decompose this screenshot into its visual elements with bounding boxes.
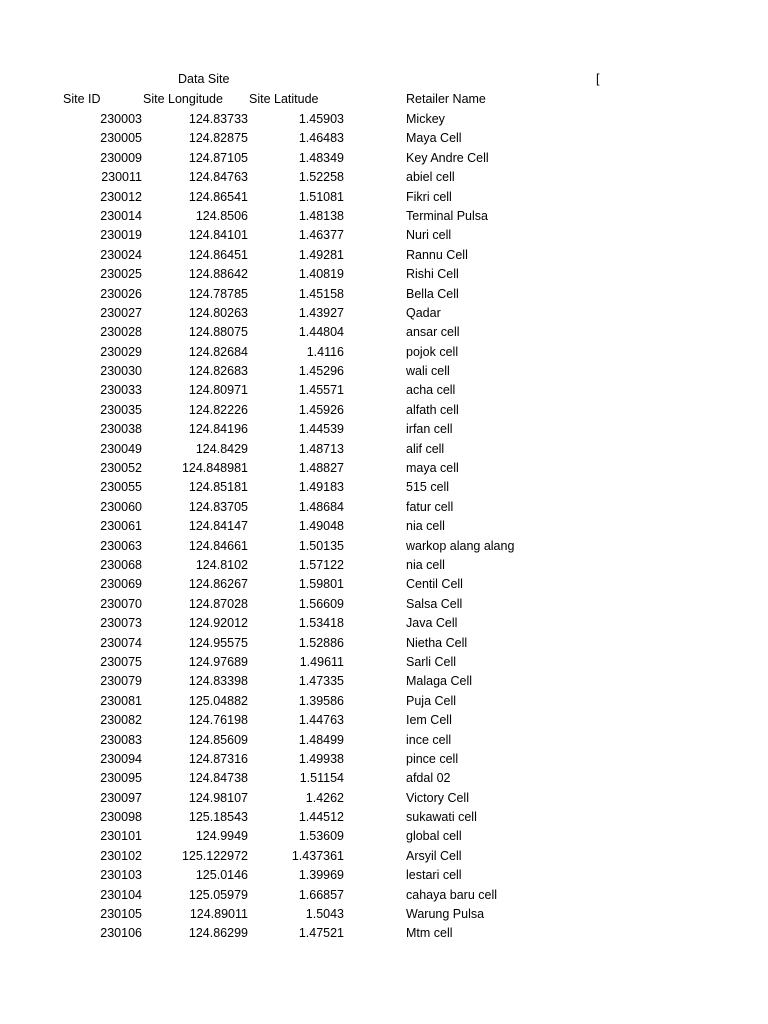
- table-row: [0, 769, 768, 788]
- table-row: [0, 575, 768, 594]
- table-row: [0, 285, 768, 304]
- site-longitude-cell: 124.82684: [188, 344, 248, 359]
- table-row: [0, 188, 768, 207]
- retailer-name-cell: Qadar: [406, 305, 441, 320]
- site-longitude-cell: 124.8102: [195, 557, 248, 572]
- site-longitude-cell: 124.83705: [188, 499, 248, 514]
- site-latitude-cell: 1.4262: [305, 790, 344, 805]
- table-row: [0, 924, 768, 943]
- table-row: [0, 478, 768, 497]
- site-id-cell: 230061: [100, 519, 142, 534]
- retailer-name-cell: Key Andre Cell: [406, 150, 489, 165]
- retailer-name-cell: ansar cell: [406, 325, 460, 340]
- header-site-id: Site ID: [63, 92, 101, 106]
- site-longitude-cell: 124.89011: [189, 907, 248, 922]
- table-row: [0, 711, 768, 730]
- site-latitude-cell: 1.44763: [298, 713, 344, 728]
- site-id-cell: 230097: [100, 790, 142, 805]
- site-latitude-cell: 1.40819: [298, 267, 344, 282]
- site-longitude-cell: 125.04882: [188, 693, 248, 708]
- retailer-name-cell: Nietha Cell: [406, 635, 468, 650]
- retailer-name-cell: pojok cell: [406, 344, 459, 359]
- site-latitude-cell: 1.44539: [298, 422, 344, 437]
- table-row: [0, 595, 768, 614]
- site-latitude-cell: 1.39969: [298, 868, 344, 883]
- site-longitude-cell: 125.0146: [195, 868, 248, 883]
- table-row: [0, 886, 768, 905]
- retailer-name-cell: Puja Cell: [406, 693, 457, 708]
- header-site-longitude: Site Longitude: [143, 92, 223, 106]
- table-row: [0, 614, 768, 633]
- retailer-name-cell: fatur cell: [406, 499, 454, 514]
- site-latitude-cell: 1.49611: [299, 654, 344, 669]
- site-latitude-cell: 1.46377: [298, 228, 344, 243]
- retailer-name-cell: Arsyil Cell: [406, 848, 462, 863]
- site-id-cell: 230083: [100, 732, 142, 747]
- site-longitude-cell: 124.848981: [181, 461, 248, 476]
- table-row: [0, 750, 768, 769]
- site-latitude-cell: 1.49938: [298, 751, 344, 766]
- site-id-cell: 230035: [100, 402, 142, 417]
- table-row: [0, 692, 768, 711]
- table-row: [0, 634, 768, 653]
- retailer-name-cell: Warung Pulsa: [406, 907, 485, 922]
- site-longitude-cell: 125.18543: [188, 810, 248, 825]
- retailer-name-cell: Rishi Cell: [406, 267, 459, 282]
- site-id-cell: 230095: [100, 771, 142, 786]
- retailer-name-cell: global cell: [406, 829, 462, 844]
- site-id-cell: 230103: [100, 868, 142, 883]
- site-latitude-cell: 1.59801: [298, 577, 344, 592]
- site-id-cell: 230101: [100, 829, 142, 844]
- site-id-cell: 230073: [100, 616, 142, 631]
- retailer-name-cell: Victory Cell: [406, 790, 469, 805]
- site-longitude-cell: 124.92012: [188, 616, 248, 631]
- table-row: [0, 343, 768, 362]
- retailer-name-cell: 515 cell: [406, 480, 450, 495]
- site-latitude-cell: 1.47521: [298, 926, 344, 941]
- table-row: [0, 866, 768, 885]
- table-row: [0, 381, 768, 400]
- site-id-cell: 230014: [100, 208, 142, 223]
- site-id-cell: 230052: [100, 461, 142, 476]
- site-latitude-cell: 1.39586: [298, 693, 344, 708]
- table-row: [0, 440, 768, 459]
- site-latitude-cell: 1.49183: [298, 480, 344, 495]
- site-latitude-cell: 1.53418: [298, 616, 344, 631]
- site-id-cell: 230070: [100, 596, 142, 611]
- site-longitude-cell: 124.82683: [188, 364, 248, 379]
- site-latitude-cell: 1.66857: [298, 887, 344, 902]
- truncated-column-mark: [: [596, 72, 600, 86]
- site-id-cell: 230074: [100, 635, 142, 650]
- retailer-name-cell: Terminal Pulsa: [406, 208, 488, 223]
- retailer-name-cell: Fikri cell: [406, 189, 452, 204]
- table-row: [0, 362, 768, 381]
- site-longitude-cell: 124.84147: [188, 519, 248, 534]
- site-id-cell: 230012: [100, 189, 142, 204]
- site-id-cell: 230069: [100, 577, 142, 592]
- table-row: [0, 149, 768, 168]
- site-latitude-cell: 1.48138: [298, 208, 344, 223]
- site-longitude-cell: 124.82226: [188, 402, 248, 417]
- site-id-cell: 230011: [101, 170, 142, 185]
- site-longitude-cell: 124.80971: [188, 383, 248, 398]
- site-latitude-cell: 1.48713: [298, 441, 344, 456]
- site-id-cell: 230025: [100, 267, 142, 282]
- header-retailer-name: Retailer Name: [406, 92, 486, 106]
- site-longitude-cell: 124.82875: [188, 131, 248, 146]
- site-id-cell: 230081: [100, 693, 142, 708]
- site-latitude-cell: 1.48827: [298, 461, 344, 476]
- site-id-cell: 230082: [100, 713, 142, 728]
- site-latitude-cell: 1.437361: [291, 848, 344, 863]
- site-longitude-cell: 124.84196: [188, 422, 248, 437]
- site-longitude-cell: 124.85181: [188, 480, 248, 495]
- retailer-name-cell: pince cell: [406, 751, 459, 766]
- table-row: [0, 556, 768, 575]
- site-id-cell: 230026: [100, 286, 142, 301]
- site-latitude-cell: 1.50135: [298, 538, 344, 553]
- table-row: [0, 226, 768, 245]
- site-id-cell: 230098: [100, 810, 142, 825]
- site-longitude-cell: 124.98107: [188, 790, 248, 805]
- table-row: [0, 246, 768, 265]
- table-row: [0, 517, 768, 536]
- site-latitude-cell: 1.48349: [298, 150, 344, 165]
- site-id-cell: 230094: [100, 751, 142, 766]
- table-row: [0, 808, 768, 827]
- site-longitude-cell: 124.84661: [188, 538, 248, 553]
- sheet-title: Data Site: [178, 72, 230, 86]
- site-id-cell: 230003: [100, 112, 142, 126]
- site-latitude-cell: 1.5043: [305, 907, 344, 922]
- retailer-name-cell: Java Cell: [406, 616, 458, 631]
- retailer-name-cell: Iem Cell: [406, 713, 452, 728]
- retailer-name-cell: nia cell: [406, 519, 445, 534]
- site-latitude-cell: 1.51081: [298, 189, 344, 204]
- site-id-cell: 230060: [100, 499, 142, 514]
- table-row: [0, 827, 768, 846]
- retailer-name-cell: wali cell: [406, 364, 450, 379]
- table-row: [0, 789, 768, 808]
- table-row: [0, 847, 768, 866]
- site-latitude-cell: 1.52886: [298, 635, 344, 650]
- site-latitude-cell: 1.56609: [298, 596, 344, 611]
- site-id-cell: 230019: [100, 228, 142, 243]
- site-longitude-cell: 124.83398: [188, 674, 248, 689]
- site-longitude-cell: 124.8506: [195, 208, 248, 223]
- retailer-name-cell: Nuri cell: [406, 228, 452, 243]
- site-longitude-cell: 124.8429: [195, 441, 248, 456]
- retailer-name-cell: Sarli Cell: [406, 654, 457, 669]
- table-row: [0, 459, 768, 478]
- data-table-body: [0, 110, 768, 944]
- site-id-cell: 230005: [100, 131, 142, 146]
- retailer-name-cell: acha cell: [406, 383, 456, 398]
- table-row: [0, 498, 768, 517]
- site-latitude-cell: 1.49281: [298, 247, 344, 262]
- site-id-cell: 230049: [100, 441, 142, 456]
- table-row: [0, 401, 768, 420]
- site-latitude-cell: 1.44804: [298, 325, 344, 340]
- site-id-cell: 230105: [100, 907, 142, 922]
- site-id-cell: 230102: [100, 848, 142, 863]
- retailer-name-cell: abiel cell: [406, 170, 455, 185]
- table-row: [0, 323, 768, 342]
- site-longitude-cell: 124.9949: [195, 829, 248, 844]
- site-latitude-cell: 1.4116: [306, 344, 344, 359]
- retailer-name-cell: afdal 02: [406, 771, 451, 786]
- site-latitude-cell: 1.43927: [298, 305, 344, 320]
- site-longitude-cell: 124.87028: [188, 596, 248, 611]
- table-row: [0, 672, 768, 691]
- retailer-name-cell: nia cell: [406, 557, 445, 572]
- site-longitude-cell: 124.86299: [188, 926, 248, 941]
- site-latitude-cell: 1.48499: [298, 732, 344, 747]
- site-id-cell: 230055: [100, 480, 142, 495]
- table-row: [0, 207, 768, 226]
- site-id-cell: 230104: [100, 887, 142, 902]
- site-latitude-cell: 1.45571: [298, 383, 344, 398]
- site-id-cell: 230029: [100, 344, 142, 359]
- site-longitude-cell: 124.86451: [188, 247, 248, 262]
- retailer-name-cell: lestari cell: [406, 868, 462, 883]
- site-id-cell: 230079: [100, 674, 142, 689]
- retailer-name-cell: Mickey: [406, 112, 445, 126]
- site-longitude-cell: 124.87316: [188, 751, 248, 766]
- site-id-cell: 230024: [100, 247, 142, 262]
- site-id-cell: 230009: [100, 150, 142, 165]
- site-longitude-cell: 124.76198: [188, 713, 248, 728]
- retailer-name-cell: Bella Cell: [406, 286, 459, 301]
- site-id-cell: 230030: [100, 364, 142, 379]
- site-id-cell: 230028: [100, 325, 142, 340]
- retailer-name-cell: ince cell: [406, 732, 452, 747]
- header-site-latitude: Site Latitude: [249, 92, 319, 106]
- retailer-name-cell: maya cell: [406, 461, 459, 476]
- site-longitude-cell: 124.97689: [188, 654, 248, 669]
- retailer-name-cell: Salsa Cell: [406, 596, 463, 611]
- retailer-name-cell: alfath cell: [406, 402, 459, 417]
- retailer-name-cell: sukawati cell: [406, 810, 477, 825]
- site-longitude-cell: 124.88642: [188, 267, 248, 282]
- site-latitude-cell: 1.44512: [298, 810, 344, 825]
- site-latitude-cell: 1.47335: [298, 674, 344, 689]
- site-longitude-cell: 124.84101: [188, 228, 248, 243]
- table-row: [0, 129, 768, 148]
- site-latitude-cell: 1.53609: [298, 829, 344, 844]
- retailer-name-cell: alif cell: [406, 441, 445, 456]
- site-longitude-cell: 125.122972: [181, 848, 248, 863]
- site-id-cell: 230038: [100, 422, 142, 437]
- table-row: [0, 168, 768, 187]
- table-row: [0, 110, 768, 129]
- site-id-cell: 230033: [100, 383, 142, 398]
- site-latitude-cell: 1.45903: [298, 112, 344, 126]
- site-id-cell: 230075: [100, 654, 142, 669]
- site-latitude-cell: 1.57122: [298, 557, 344, 572]
- site-longitude-cell: 124.80263: [188, 305, 248, 320]
- site-longitude-cell: 124.88075: [188, 325, 248, 340]
- site-longitude-cell: 124.85609: [188, 732, 248, 747]
- retailer-name-cell: Rannu Cell: [406, 247, 468, 262]
- site-longitude-cell: 124.86267: [188, 577, 248, 592]
- retailer-name-cell: cahaya baru cell: [406, 887, 498, 902]
- table-row: [0, 304, 768, 323]
- table-row: [0, 537, 768, 556]
- site-latitude-cell: 1.46483: [298, 131, 344, 146]
- site-latitude-cell: 1.51154: [299, 771, 344, 786]
- site-id-cell: 230106: [100, 926, 142, 941]
- table-row: [0, 731, 768, 750]
- site-latitude-cell: 1.52258: [298, 170, 344, 185]
- retailer-name-cell: warkop alang alang: [406, 538, 515, 553]
- retailer-name-cell: irfan cell: [406, 422, 453, 437]
- site-longitude-cell: 124.86541: [188, 189, 248, 204]
- site-latitude-cell: 1.45926: [298, 402, 344, 417]
- table-row: [0, 653, 768, 672]
- site-longitude-cell: 124.95575: [188, 635, 248, 650]
- site-longitude-cell: 124.84763: [188, 170, 248, 185]
- retailer-name-cell: Mtm cell: [406, 926, 453, 941]
- site-latitude-cell: 1.48684: [298, 499, 344, 514]
- site-longitude-cell: 124.83733: [188, 112, 248, 126]
- site-id-cell: 230068: [100, 557, 142, 572]
- site-latitude-cell: 1.49048: [298, 519, 344, 534]
- retailer-name-cell: Maya Cell: [406, 131, 462, 146]
- site-latitude-cell: 1.45158: [298, 286, 344, 301]
- table-row: [0, 420, 768, 439]
- site-id-cell: 230063: [100, 538, 142, 553]
- table-row: [0, 265, 768, 284]
- retailer-name-cell: Centil Cell: [406, 577, 463, 592]
- site-longitude-cell: 124.84738: [188, 771, 248, 786]
- site-longitude-cell: 124.78785: [188, 286, 248, 301]
- site-id-cell: 230027: [100, 305, 142, 320]
- site-latitude-cell: 1.45296: [298, 364, 344, 379]
- retailer-name-cell: Malaga Cell: [406, 674, 473, 689]
- site-longitude-cell: 124.87105: [188, 150, 248, 165]
- site-longitude-cell: 125.05979: [188, 887, 248, 902]
- table-row: [0, 905, 768, 924]
